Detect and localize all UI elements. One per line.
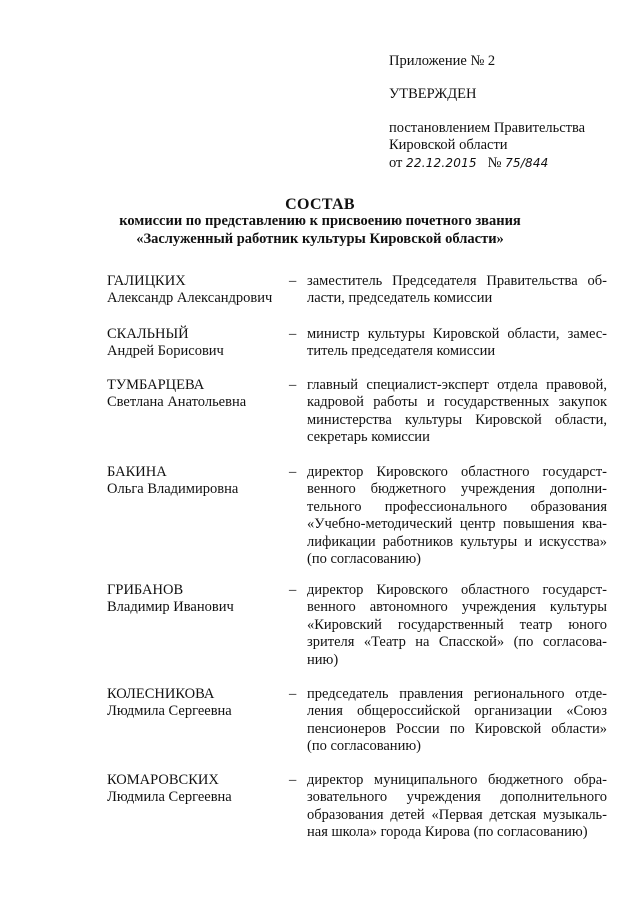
- member-role-line: секретарь комиссии: [307, 429, 430, 446]
- member-name: [107, 377, 287, 412]
- member-role-line: директор Кировского областного государст-: [307, 582, 607, 598]
- member-role: [307, 377, 607, 447]
- member-given-names: Владимир Иванович: [107, 599, 234, 616]
- member-surname: ТУМБАРЦЕВА: [107, 377, 205, 393]
- member-given-names: Александр Александрович: [107, 290, 273, 307]
- member-role-line: ласти, председатель комиссии: [307, 290, 493, 307]
- member-dash: –: [289, 326, 297, 342]
- member-role-line: титель председателя комиссии: [307, 343, 496, 360]
- member-name: [107, 464, 287, 499]
- title-subtitle: комиссии по представлению к присвоению почетного звания: [119, 213, 521, 230]
- appendix-label: Приложение № 2: [389, 53, 496, 69]
- member-dash: –: [289, 464, 297, 480]
- member-name: [107, 273, 287, 308]
- member-surname: ГАЛИЦКИХ: [107, 273, 186, 289]
- member-role-line: председатель правления регионального отде-: [307, 686, 607, 702]
- member-role-line: пенсионеров России по Кировской области»: [307, 720, 607, 737]
- member-name: [107, 582, 287, 617]
- member-role-line: венного автономного учреждения культуры: [307, 599, 607, 616]
- member-role-line: ления общероссийской организации «Союз: [307, 703, 607, 720]
- member-role: [307, 582, 607, 669]
- member-dash: –: [289, 377, 297, 393]
- member-given-names: Андрей Борисович: [107, 343, 224, 360]
- member-name: [107, 772, 287, 807]
- member-name: [107, 686, 287, 721]
- member-role-line: ная школа» города Кирова (по согласованию): [307, 824, 588, 841]
- decree-region: Кировской области: [389, 137, 508, 154]
- member-surname: КОМАРОВСКИХ: [107, 772, 219, 788]
- member-role-line: «Кировский государственный театр юного: [307, 616, 607, 633]
- member-dash: –: [289, 273, 297, 289]
- member-role-line: директор муниципального бюджетного обра-: [307, 772, 607, 788]
- member-given-names: Людмила Сергеевна: [107, 789, 232, 806]
- number-prefix: №: [487, 154, 502, 171]
- member-role-line: кадровой работы и государственных закупок: [307, 394, 607, 411]
- approved-label: УТВЕРЖДЕН: [389, 86, 477, 103]
- member-surname: БАКИНА: [107, 464, 167, 480]
- member-role-line: главный специалист-эксперт отдела правовой,: [307, 377, 607, 393]
- handwritten-date: 22.12.2015: [406, 155, 477, 170]
- member-surname: КОЛЕСНИКОВА: [107, 686, 215, 702]
- member-role: [307, 273, 607, 308]
- member-given-names: Людмила Сергеевна: [107, 703, 232, 720]
- title-main: СОСТАВ: [285, 196, 355, 213]
- title-award-name: «Заслуженный работник культуры Кировской области»: [136, 230, 504, 247]
- approval-block: [389, 53, 629, 172]
- decree-date-number: [389, 155, 629, 172]
- member-role-line: тельного профессионального образования: [307, 498, 607, 515]
- member-role-line: (по согласованию): [307, 738, 421, 755]
- member-given-names: Ольга Владимировна: [107, 481, 239, 498]
- member-role-line: «Учебно-методический центр повышения ква-: [307, 516, 607, 533]
- member-role: [307, 464, 607, 568]
- decree-line: постановлением Правительства: [389, 119, 586, 136]
- member-role-line: зовательного учреждения дополнительного: [307, 789, 607, 806]
- member-role: [307, 326, 607, 361]
- document-title: [100, 196, 540, 248]
- member-role: [307, 686, 607, 756]
- member-name: [107, 326, 287, 361]
- member-role: [307, 772, 607, 842]
- member-dash: –: [289, 772, 297, 788]
- member-dash: –: [289, 686, 297, 702]
- member-role-line: министр культуры Кировской области, замес-: [307, 326, 607, 342]
- member-role-line: (по согласованию): [307, 551, 421, 568]
- member-dash: –: [289, 582, 297, 598]
- member-role-line: директор Кировского областного государст-: [307, 464, 607, 480]
- handwritten-number: 75/844: [505, 155, 549, 170]
- member-role-line: венного бюджетного учреждения дополни-: [307, 481, 607, 498]
- member-surname: ГРИБАНОВ: [107, 582, 184, 598]
- member-role-line: заместитель Председателя Правительства об-: [307, 273, 607, 289]
- member-role-line: нию): [307, 651, 339, 668]
- member-surname: СКАЛЬНЫЙ: [107, 326, 189, 342]
- member-role-line: министерства культуры Кировской области,: [307, 411, 607, 428]
- date-prefix: от: [389, 154, 403, 171]
- member-given-names: Светлана Анатольевна: [107, 394, 247, 411]
- member-role-line: образования детей «Первая детская музыкаль-: [307, 806, 607, 823]
- member-role-line: зрителя «Театр на Спасской» (по согласова-: [307, 634, 607, 651]
- member-role-line: лификации работников культуры и искусства»: [307, 533, 607, 550]
